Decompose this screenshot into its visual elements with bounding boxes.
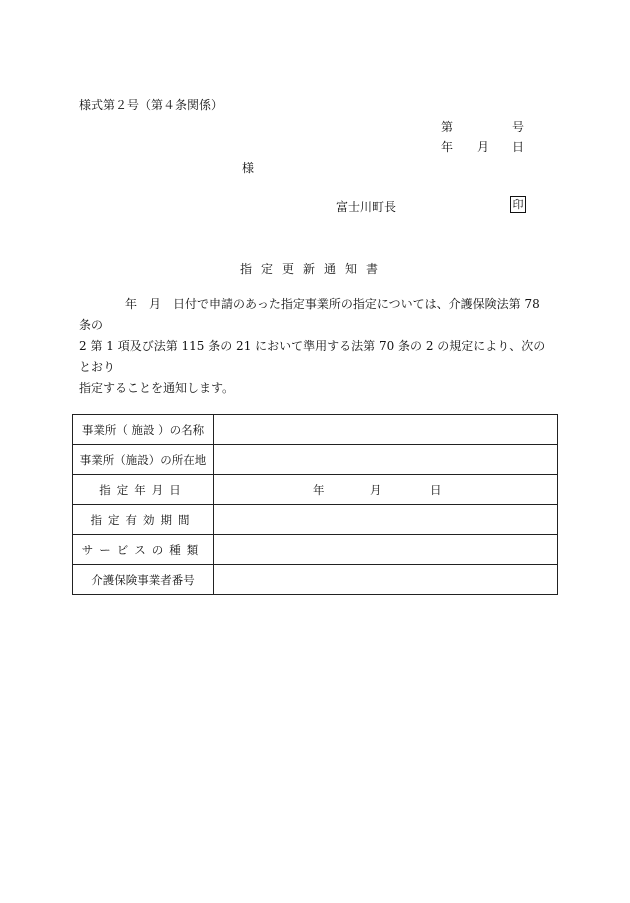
facility-address-value	[214, 445, 558, 475]
document-title: 指定更新通知書	[240, 262, 388, 276]
validity-period-value	[214, 505, 558, 535]
provider-number-label: 介護保険事業者番号	[73, 565, 214, 595]
addressee-suffix: 様	[242, 161, 255, 175]
body-text-line-3: 指定することを通知します。	[79, 381, 235, 395]
facility-address-label: 事業所（施設）の所在地	[73, 445, 214, 475]
designation-date-day: 日	[430, 483, 442, 497]
facility-name-label: 事業所（ 施設 ）の名称	[73, 415, 214, 445]
seal-mark: 印	[510, 196, 526, 213]
table-row	[73, 415, 558, 445]
issue-date-day: 日	[512, 140, 525, 154]
table-row	[73, 445, 558, 475]
table-row	[73, 505, 558, 535]
document-number-suffix: 号	[512, 120, 525, 134]
table-row	[73, 535, 558, 565]
body-text-line-2: 2 第 1 項及び法第 115 条の 21 において準用する法第 70 条の 2 の規定により、次のとおり	[79, 339, 546, 374]
table-row	[73, 565, 558, 595]
body-date-month: 月	[149, 297, 162, 311]
designation-date-value	[214, 475, 558, 505]
designation-date-year: 年	[313, 483, 325, 497]
facility-name-value	[214, 415, 558, 445]
designation-date-label: 指定年月日	[73, 475, 214, 505]
service-type-label: サービスの種類	[73, 535, 214, 565]
body-line-1	[79, 294, 555, 336]
document-number-prefix: 第	[441, 120, 454, 134]
body-date-year: 年	[125, 297, 138, 311]
validity-period-label: 指定有効期間	[73, 505, 214, 535]
issue-date-month: 月	[477, 140, 490, 154]
body-text	[79, 294, 555, 399]
provider-number-value	[214, 565, 558, 595]
issue-date-year: 年	[441, 140, 454, 154]
form-number: 様式第２号（第４条関係）	[79, 98, 224, 112]
body-text-line-1: 日付で申請のあった指定事業所の指定については、介護保険法第 78 条の	[79, 297, 540, 332]
table-row	[73, 475, 558, 505]
designation-info-table	[72, 414, 558, 595]
service-type-value	[214, 535, 558, 565]
issuer-name: 富士川町長	[336, 200, 397, 214]
designation-date-month: 月	[370, 483, 382, 497]
